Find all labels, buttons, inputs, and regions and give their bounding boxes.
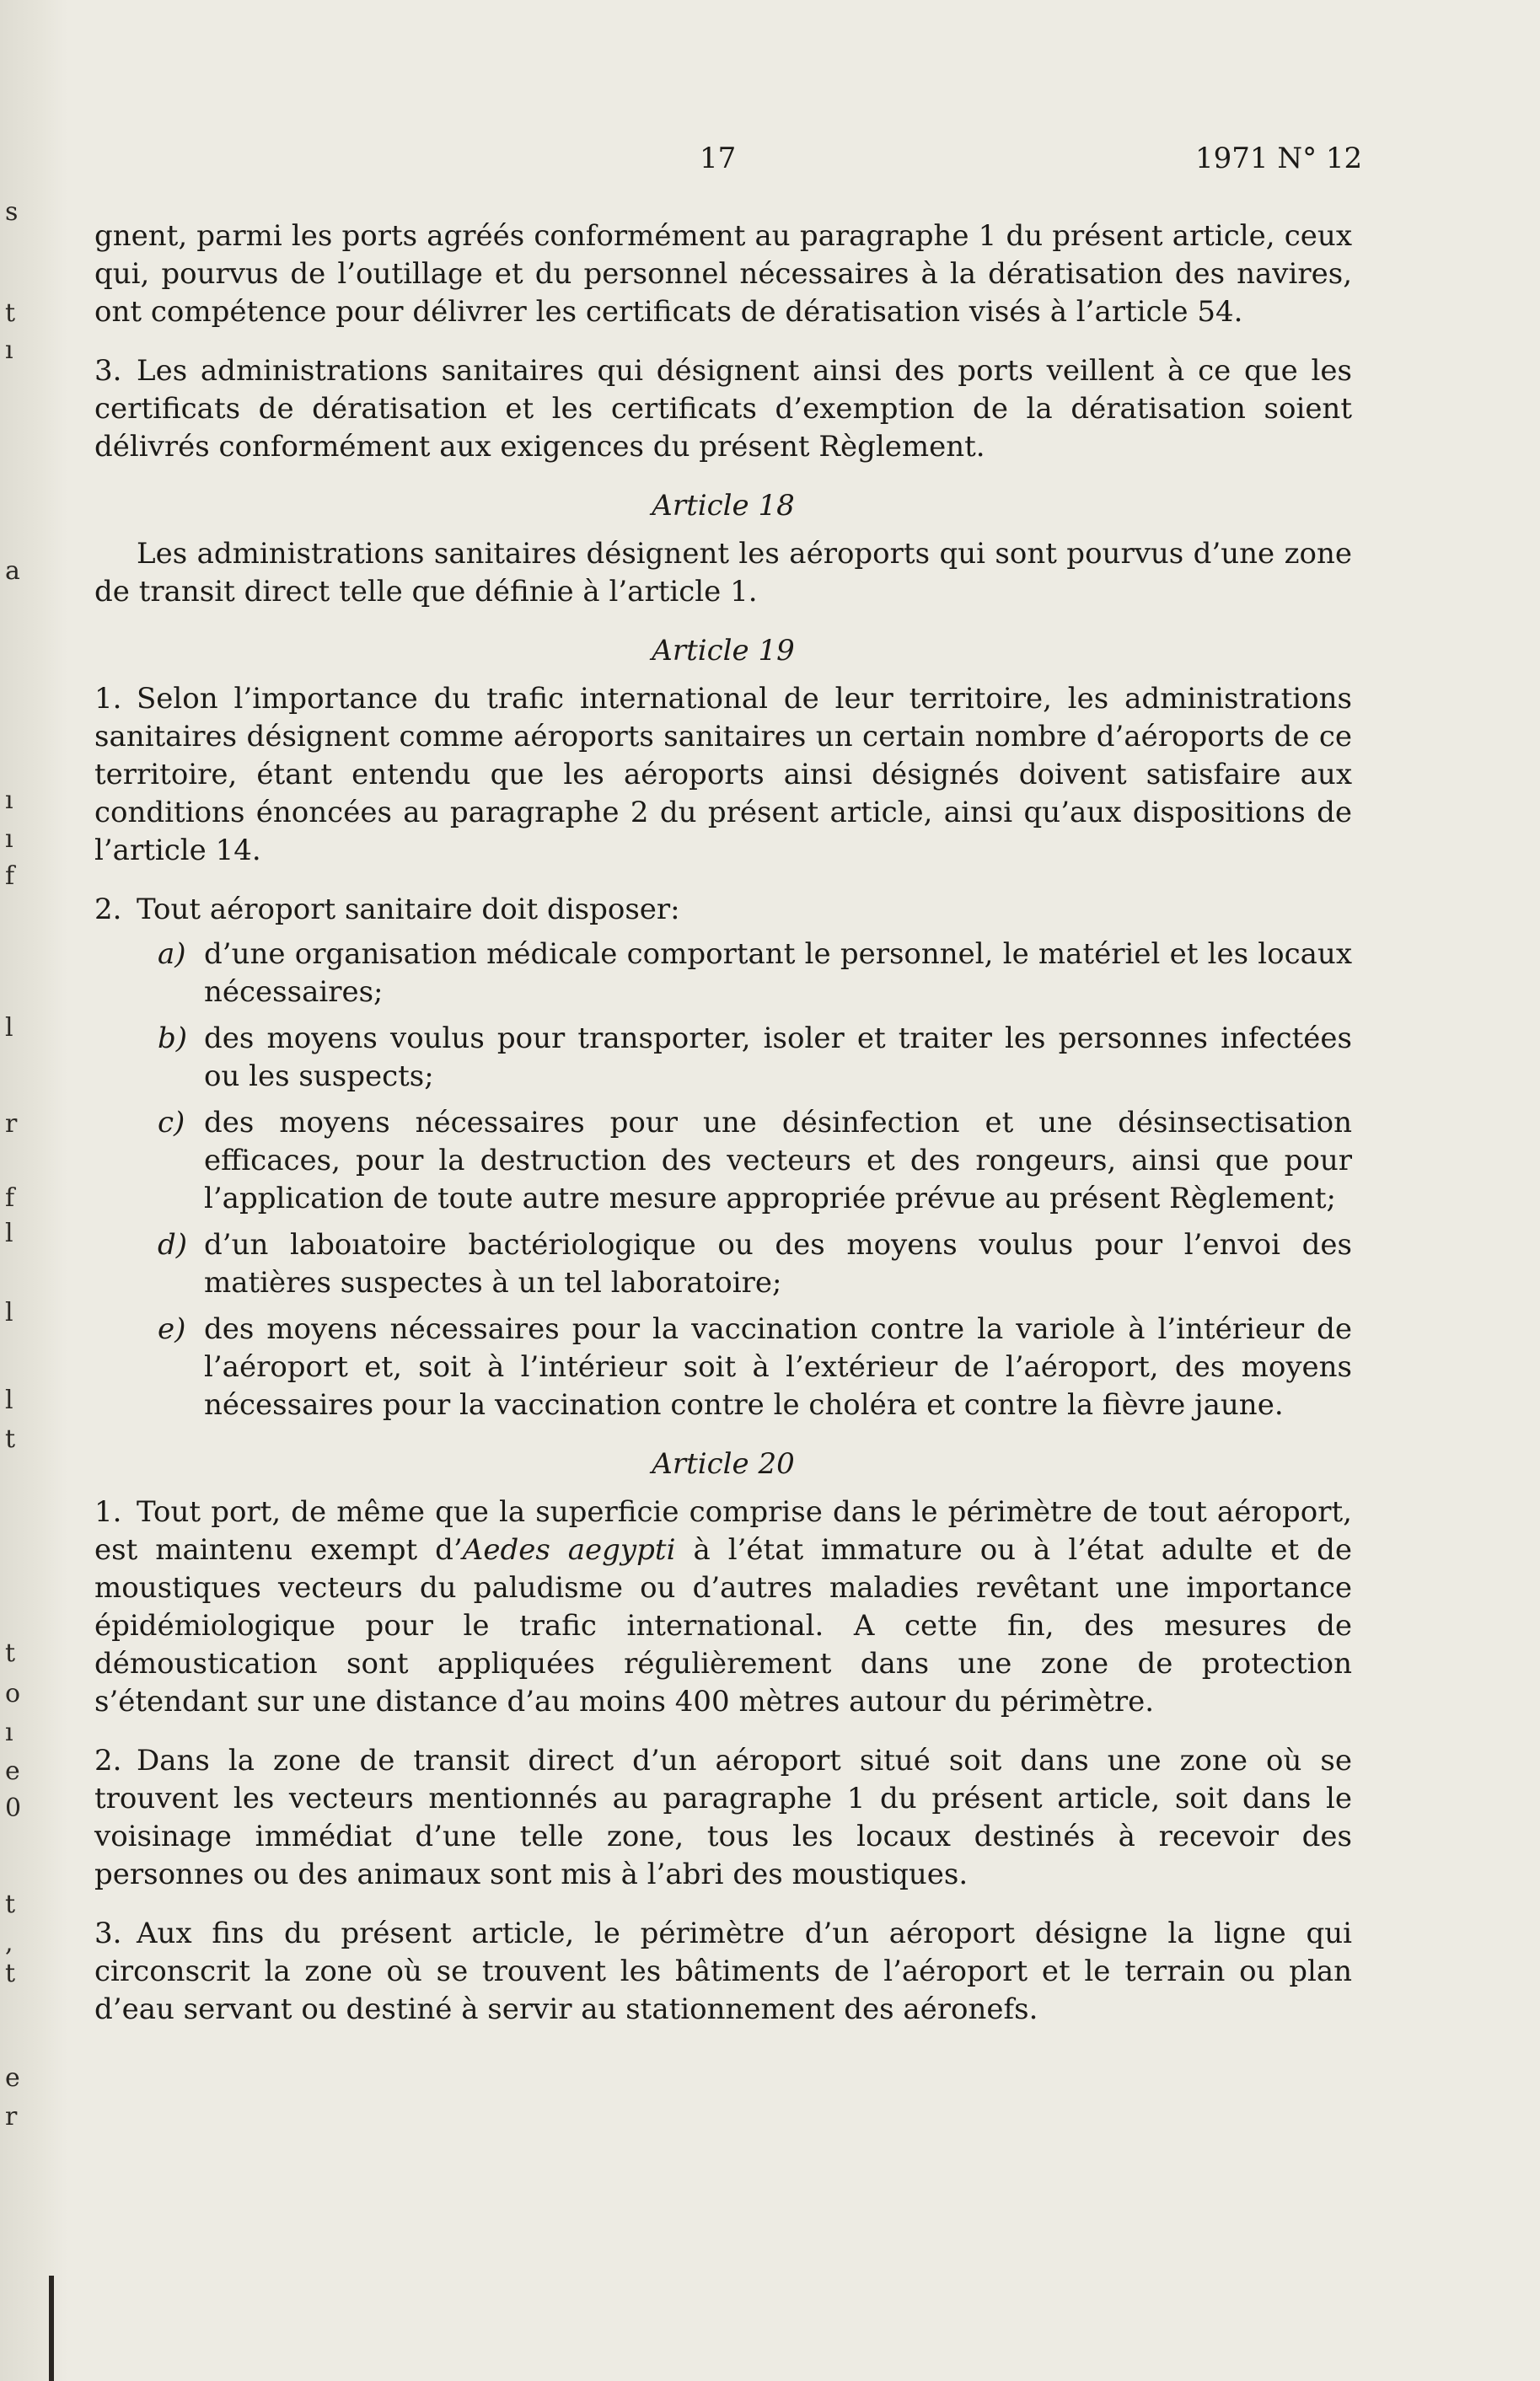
margin-letter: s: [5, 197, 19, 227]
margin-letter: ı: [5, 824, 13, 854]
margin-letter: f: [5, 861, 15, 891]
list-marker: e): [158, 1312, 186, 1346]
margin-letter: t: [5, 1638, 16, 1668]
paragraph-text: Dans la zone de transit direct d’un aéroport situé soit dans une zone où se trouvent les vecteurs mentionnés au paragraphe 1 du présent article, soit dans le voisinage immédiat d’une telle zone, tous les locaux destinés à recevoir des personnes ou des animaux sont mis à l’abri des moustiques.: [94, 1744, 1352, 1891]
article-18-text: Les administrations sanitaires désignent les aéroports qui sont pourvus d’une zone de transit direct telle que définie à l’article 1.: [94, 537, 1352, 609]
margin-letter: l: [5, 1386, 13, 1415]
margin-letter: ı: [5, 1718, 13, 1747]
article-20-paragraph-1: [94, 1493, 1352, 1721]
list-item-text: des moyens voulus pour transporter, isoler et traiter les personnes infectées ou les suspects;: [204, 1022, 1352, 1093]
page-body: [94, 217, 1352, 2050]
margin-letter: ,: [5, 1928, 13, 1958]
article-19-heading: Article 19: [652, 634, 795, 668]
paragraph-number: 2.: [94, 1744, 122, 1778]
margin-letter: 0: [5, 1794, 22, 1823]
list-marker: b): [158, 1022, 188, 1055]
margin-letter: t: [5, 1959, 16, 1988]
species-name: Aedes aegypti: [462, 1533, 676, 1567]
article-19-list: [94, 936, 1352, 1424]
facing-page-margin: [0, 0, 34, 2381]
margin-letter: l: [5, 1298, 13, 1327]
margin-letter: a: [5, 556, 20, 586]
paragraph-number: 2.: [94, 893, 122, 926]
article-20-paragraph-3: [94, 1915, 1352, 2029]
list-marker: d): [158, 1228, 188, 1262]
paragraph-text-end: à l’état immature ou à l’état adulte et de moustiques vecteurs du paludisme ou d’autres maladies revêtant une importance épidémiologique pour le trafic international. A cette fin, des mesures de démoustication sont appliquées régulièrement dans une zone de protection s’étendant sur une distance d’au moins 400 mètres autour du périmètre.: [94, 1533, 1353, 1719]
paragraph-3: [94, 352, 1352, 466]
article-19-paragraph-1: [94, 680, 1352, 870]
margin-letter: ı: [5, 335, 13, 365]
list-marker: a): [158, 937, 186, 971]
margin-letter: l: [5, 1013, 13, 1043]
margin-letter: f: [5, 1183, 15, 1213]
page-number: 17: [700, 142, 737, 175]
paragraph-text: Les administrations sanitaires qui désignent ainsi des ports veillent à ce que les certificats de dératisation et les certificats d’exemption de la dératisation soient délivrés conformément aux exigences du présent Règlement.: [94, 354, 1352, 464]
binding-edge: [49, 2276, 54, 2381]
margin-letter: t: [5, 1424, 16, 1454]
paragraph-text: Selon l’importance du trafic international de leur territoire, les administrations sanitaires désignent comme aéroports sanitaires un certain nombre d’aéroports de ce territoire, étant entendu que les aéroports ainsi désignés doivent satisfaire aux conditions énoncées au paragraphe 2 du présent article, ainsi qu’aux dispositions de l’article 14.: [94, 682, 1352, 867]
list-item: [94, 1104, 1352, 1218]
margin-letter: o: [5, 1679, 21, 1708]
paragraph-number: 3.: [94, 1917, 122, 1950]
document-id: 1971 N° 12: [1195, 142, 1363, 175]
list-item-text: des moyens nécessaires pour une désinfection et une désinsectisation efficaces, pour la destruction des vecteurs et des rongeurs, ainsi que pour l’application de toute autre mesure appropriée prévue au présent Règlement;: [204, 1106, 1352, 1215]
list-marker: c): [158, 1106, 185, 1140]
paragraph-number: 1.: [94, 1495, 122, 1529]
paragraph-number: 1.: [94, 682, 122, 716]
article-20-paragraph-2: [94, 1742, 1352, 1894]
paragraph-number: 3.: [94, 354, 122, 388]
list-item: [94, 1226, 1352, 1302]
paragraph-text-start: Tout port, de même que la superficie comprise dans le périmètre de tout aéroport, est maintenu exempt d’: [94, 1495, 1352, 1567]
paragraph-text: Tout aéroport sanitaire doit disposer:: [137, 893, 680, 926]
margin-letter: e: [5, 2063, 20, 2093]
list-item-text: d’une organisation médicale comportant le personnel, le matériel et les locaux nécessaires;: [204, 937, 1352, 1009]
margin-letter: ı: [5, 786, 13, 815]
paragraph-continuation: gnent, parmi les ports agréés conformément au paragraphe 1 du présent article, ceux qui, pourvus de l’outillage et du personnel nécessaires à la dératisation des navires, ont compétence pour délivrer les certificats de dératisation visés à l’article 54.: [94, 219, 1352, 329]
list-item-text: d’un laboıatoire bactériologique ou des moyens voulus pour l’envoi des matières suspectes à un tel laboratoire;: [204, 1228, 1352, 1300]
list-item: [94, 1020, 1352, 1096]
list-item: [94, 1311, 1352, 1424]
margin-letter: r: [5, 2102, 18, 2132]
article-18-heading: Article 18: [652, 489, 795, 523]
margin-letter: t: [5, 298, 16, 328]
margin-letter: r: [5, 1109, 18, 1139]
margin-letter: t: [5, 1890, 16, 1919]
article-20-heading: Article 20: [652, 1447, 795, 1481]
article-19-paragraph-2: [94, 891, 1352, 929]
margin-letter: e: [5, 1756, 20, 1786]
list-item-text: des moyens nécessaires pour la vaccination contre la variole à l’intérieur de l’aéroport et, soit à l’intérieur soit à l’extérieur de l’aéroport, des moyens nécessaires pour la vaccination contre le choléra et contre la fièvre jaune.: [204, 1312, 1352, 1422]
margin-letter: l: [5, 1219, 13, 1248]
paragraph-text: Aux fins du présent article, le périmètre d’un aéroport désigne la ligne qui circonscrit la zone où se trouvent les bâtiments de l’aéroport et le terrain ou plan d’eau servant ou destiné à servir au stationnement des aéronefs.: [94, 1917, 1352, 2026]
list-item: [94, 936, 1352, 1011]
